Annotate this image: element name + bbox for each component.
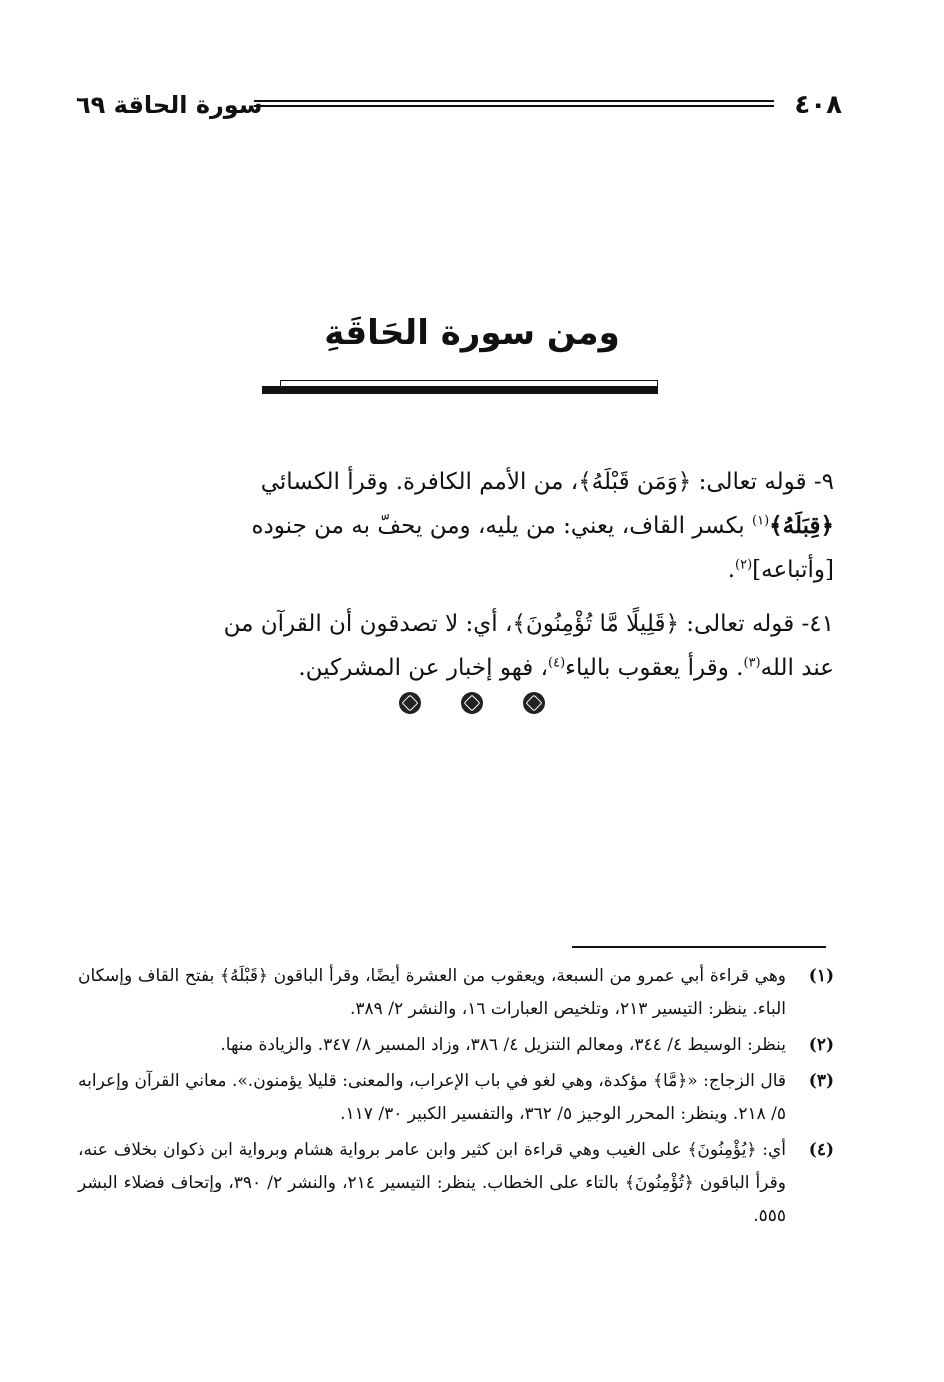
footnote-number: (٢) [808,1035,834,1055]
running-title: سورة الحاقة ٦٩ [76,91,263,119]
ornament-icon [461,692,483,714]
footnotes [78,960,834,1236]
chapter-title-underline [262,380,658,396]
body-line: [وأتباعه] [752,557,834,583]
footnote-number: (١) [808,966,834,986]
quran-word: ﴿قِبَلَهُ﴾ [769,512,834,539]
ornament-icon [523,692,545,714]
body-text [78,460,834,700]
body-line: ٤١- قوله تعالى: ﴿قَلِيلًا مَّا تُؤْمِنُونَ﴾، أي: لا تصدقون أن القرآن من [223,611,834,637]
paragraph-verse-41 [78,602,834,690]
running-header [76,88,842,124]
body-line: ، فهو إخبار عن المشركين. [298,655,549,681]
body-line: . [727,557,735,583]
footnote-item [78,1065,834,1131]
body-line: . وقرأ يعقوب بالياء [565,655,744,681]
footnote-text: وهي قراءة أبي عمرو من السبعة، ويعقوب من العشرة أيضًا، وقرأ الباقون ﴿قَبْلَهُ﴾ بفتح القاف وإسكان الباء. ينظر: التيسير ٢١٣، وتلخيص العبارات ١٦، والنشر ٢/ ٣٨٩. [78,966,786,1019]
page-number: ٤٠٨ [794,90,842,120]
footnote-ref-2[interactable]: (٢) [735,557,753,573]
footnote-ref-3[interactable]: (٣) [743,655,761,671]
footnote-number: (٣) [808,1071,834,1091]
footnote-item [78,960,834,1026]
footnote-separator [572,946,826,948]
footnote-number: (٤) [808,1140,834,1160]
chapter-title: ومن سورة الحَاقَةِ [324,313,620,353]
header-double-rule [254,100,774,109]
footnote-ref-1[interactable]: (١) [752,513,770,529]
footnote-text: قال الزجاج: «﴿مَّا﴾ مؤكدة، وهي لغو في باب الإعراب، والمعنى: قليلا يؤمنون.». معاني القرآن وإعرابه ٥/ ٢١٨. وينظر: المحرر الوجيز ٥/ ٣٦٢، والتفسير الكبير ٣٠/ ١١٧. [78,1071,786,1124]
footnote-item [78,1029,834,1062]
footnote-text: ينظر: الوسيط ٤/ ٣٤٤، ومعالم التنزيل ٤/ ٣٨٦، وزاد المسير ٨/ ٣٤٧. والزيادة منها. [220,1035,786,1055]
body-line: عند الله [760,655,834,681]
ornament-icon [399,692,421,714]
footnote-ref-4[interactable]: (٤) [548,655,566,671]
body-line: بكسر القاف، يعني: من يليه، ومن يحفّ به من جنوده [251,513,753,539]
body-line: ٩- قوله تعالى: ﴿وَمَن قَبْلَهُ﴾، من الأمم الكافرة. وقرأ الكسائي [260,469,834,495]
section-end-ornaments [0,692,944,718]
footnote-text: أي: ﴿يُؤْمِنُونَ﴾ على الغيب وهي قراءة ابن كثير وابن عامر برواية هشام وبرواية ابن ذكوان بخلاف عنه، وقرأ الباقون ﴿تُؤْمِنُونَ﴾ بالتاء على الخطاب. ينظر: التيسير ٢١٤، والنشر ٢/ ٣٩٠، وإتحاف فضلاء البشر ٥٥٥. [78,1140,786,1226]
paragraph-verse-9 [78,460,834,592]
footnote-item [78,1134,834,1233]
